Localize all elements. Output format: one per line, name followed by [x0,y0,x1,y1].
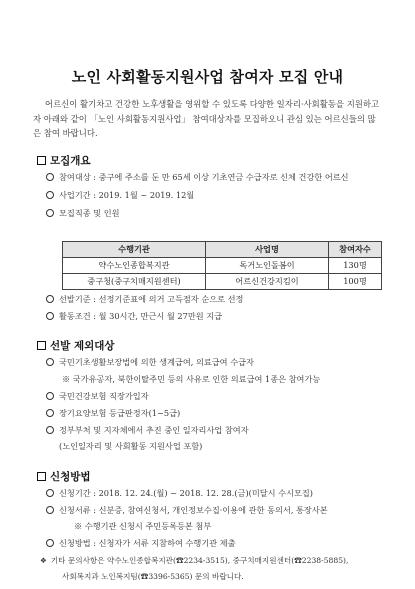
exclusion-item-text: 국민기초생활보장법에 의한 생계급여, 의료급여 수급자 [59,357,254,367]
overview-conditions [46,311,222,322]
apply-contact-continued [62,571,244,582]
section-overview-heading [37,153,91,168]
table-row [63,258,382,274]
exclusion-item [46,357,254,368]
table-header-project: 사업명 [206,242,329,258]
overview-conditions-text: 활동조건 : 월 30시간, 만근시 월 27만원 지급 [59,311,223,321]
overview-types-text: 모집직종 및 인원 [59,208,120,218]
table-cell-project: 독거노인돌봄이 [206,258,329,274]
table-header-agency: 수행기관 [63,242,206,258]
overview-selection [46,294,243,305]
exclusion-item-text: 정부부처 및 지자체에서 추진 중인 일자리사업 참여자 [59,425,249,435]
overview-target-text: 참여대상 : 중구에 주소를 둔 만 65세 이상 기초연금 수급자로 신체 건강한 어르신 [59,172,349,182]
circle-bullet-icon [46,489,54,497]
apply-period [46,488,313,499]
apply-note-text: ※ 수행기관 신청시 주민등록등본 첨부 [74,521,212,531]
section-exclusion-heading [37,338,115,353]
table-cell-agency: 약수노인종합복지관 [63,258,206,274]
section-apply-title: 신청방법 [50,471,91,483]
square-bullet-icon [37,341,46,350]
diamond-bullet-icon: ❖ [40,556,47,565]
exclusion-note-text: ※ 국가유공자, 북한이탈주민 등의 사유로 인한 의료급여 1종은 참여가능 [62,374,321,384]
apply-contact-text: 기타 문의사항은 약수노인종합복지관(☎2234-3515), 중구치매지원센터(☎2238-5885), [50,556,349,565]
table-cell-agency: 중구청(중구치매지원센터) [63,274,206,290]
circle-bullet-icon [46,426,54,434]
exclusion-item-continued [59,441,202,452]
square-bullet-icon [37,472,46,481]
circle-bullet-icon [46,392,54,400]
section-overview-title: 모집개요 [50,155,91,167]
circle-bullet-icon [46,312,54,320]
section-apply-heading [37,469,91,484]
apply-period-text: 신청기간 : 2018. 12. 24.(월) ~ 2018. 12. 28.(금)(미달시 수시모집) [59,488,313,498]
recruitment-table [62,241,382,290]
table-cell-count: 100명 [329,274,382,290]
circle-bullet-icon [46,209,54,217]
table-cell-project: 어르신건강지킴이 [206,274,329,290]
exclusion-item [46,391,149,402]
circle-bullet-icon [46,358,54,366]
exclusion-item-text: 국민건강보험 직장가입자 [59,391,149,401]
circle-bullet-icon [46,539,54,547]
exclusion-item-continued-text: (노인일자리 및 사회활동 지원사업 포함) [59,441,203,451]
circle-bullet-icon [46,409,54,417]
overview-selection-text: 선발기준 : 선정기준표에 의거 고득점자 순으로 선정 [59,294,244,304]
overview-period [46,190,194,201]
apply-contact [40,555,348,566]
table-row [63,274,382,290]
exclusion-item [46,425,249,436]
circle-bullet-icon [46,191,54,199]
apply-documents-text: 신청서류 : 신분증, 참여신청서, 개인정보수집·이용에 관한 동의서, 통장사본 [59,505,328,515]
circle-bullet-icon [46,295,54,303]
overview-types [46,208,120,219]
apply-contact-continued-text: 사회복지과 노인복지팀(☎3396-5365) 문의 바랍니다. [62,572,244,581]
page-title: 노인 사회활동지원사업 참여자 모집 안내 [71,68,344,86]
table-header-row [63,242,382,258]
table-header-count: 참여자수 [329,242,382,258]
square-bullet-icon [37,156,46,165]
overview-target [46,172,349,183]
apply-method [46,538,236,549]
apply-method-text: 신청방법 : 신청자가 서류 지참하여 수행기관 제출 [59,538,236,548]
exclusion-item-text: 장기요양보험 등급판정자(1~5급) [59,408,181,418]
intro-paragraph [33,97,383,141]
circle-bullet-icon [46,173,54,181]
circle-bullet-icon [46,506,54,514]
section-exclusion-title: 선발 제외대상 [50,340,115,352]
apply-documents [46,505,328,516]
exclusion-note [62,374,320,385]
exclusion-item [46,408,180,419]
overview-period-text: 사업기간 : 2019. 1월 ~ 2019. 12월 [59,190,195,200]
table-cell-count: 130명 [329,258,382,274]
intro-text: 어르신이 활기차고 건강한 노후생활을 영위할 수 있도록 다양한 일자리·사회활동을 지원하고자 아래와 같이 「노인 사회활동지원사업」 참여대상자를 모집하오니 관심 있는 어르신들의 많은 참여 바랍니다. [33,99,380,138]
apply-note [74,521,211,532]
